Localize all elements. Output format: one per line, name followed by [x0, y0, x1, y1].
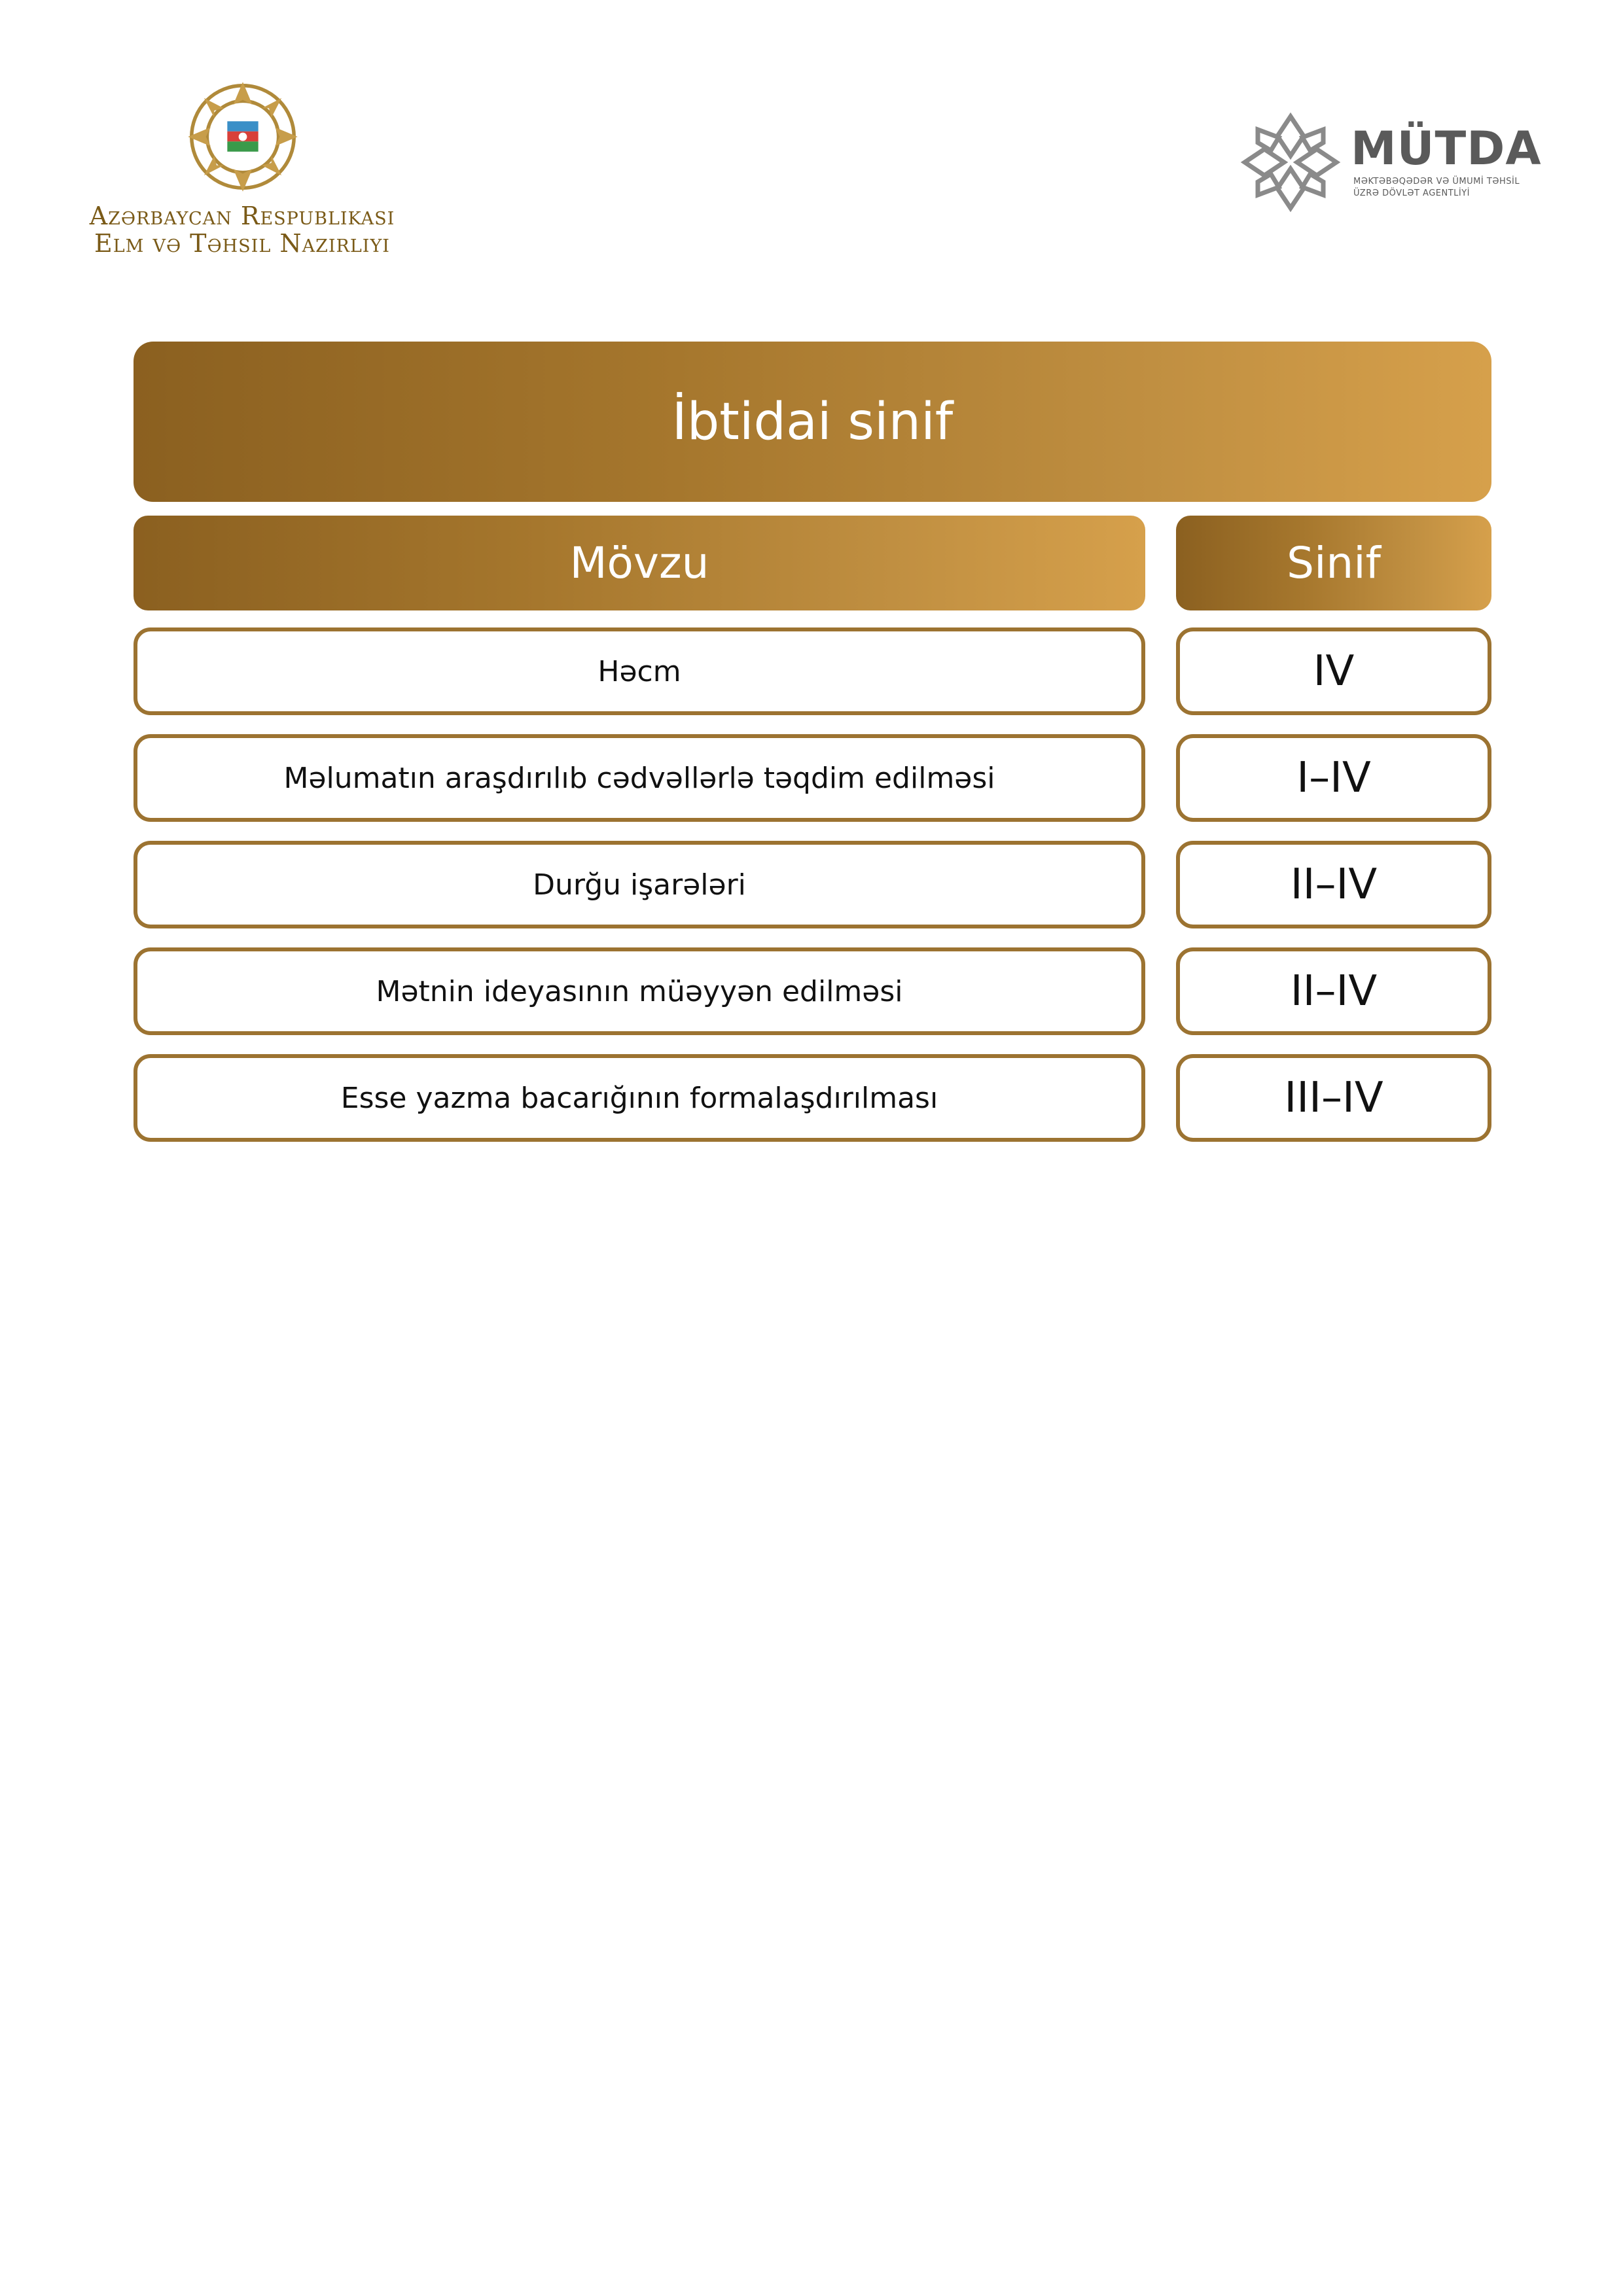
table-row-topic: Məlumatın araşdırılıb cədvəllərlə təqdim edilməsi [134, 734, 1145, 822]
ministry-name-line1: Azərbaycan Respublikası [89, 202, 395, 230]
table-title: İbtidai sinif [134, 342, 1491, 502]
ministry-emblem-icon [183, 77, 302, 196]
column-header-topic: Mövzu [134, 516, 1145, 610]
agency-mark-icon [1238, 110, 1343, 215]
table-row-grade: II–IV [1176, 841, 1491, 928]
ministry-logo [79, 77, 406, 260]
table-row-grade: IV [1176, 627, 1491, 715]
table-row-grade: II–IV [1176, 947, 1491, 1035]
table-row-topic: Durğu işarələri [134, 841, 1145, 928]
column-header-grade: Sinif [1176, 516, 1491, 610]
table-row-topic: Həcm [134, 627, 1145, 715]
table-row-topic: Esse yazma bacarığının formalaşdırılması [134, 1054, 1145, 1142]
agency-brand-name: MÜTDA [1351, 122, 1542, 175]
ministry-name-line2: Elm və Təhsil Nazirliyi [94, 229, 390, 258]
table-row-grade: III–IV [1176, 1054, 1491, 1142]
agency-logo [1238, 105, 1552, 222]
table-row-grade: I–IV [1176, 734, 1491, 822]
agency-subtitle-line2: ÜZRƏ DÖVLƏT AGENTLİYİ [1353, 188, 1471, 198]
table-row-topic: Mətnin ideyasının müəyyən edilməsi [134, 947, 1145, 1035]
agency-subtitle-line1: MƏKTƏBƏQƏDƏR VƏ ÜMUMİ TƏHSİL [1353, 177, 1520, 186]
